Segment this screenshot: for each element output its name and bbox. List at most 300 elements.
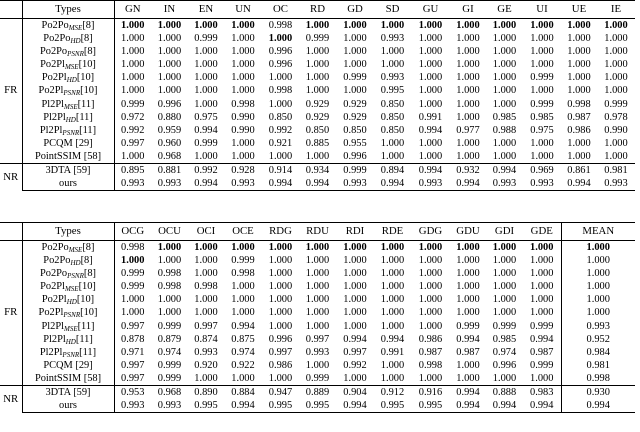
value-cell: 1.000 (492, 20, 517, 31)
method-citation: [10] (78, 281, 96, 293)
method-subscript: HD (66, 298, 77, 307)
value-cell: 1.000 (492, 281, 517, 293)
value-cell: 0.996 (268, 333, 293, 345)
header-gdu: GDU (450, 223, 486, 241)
group-label-fr: FR (0, 19, 22, 164)
value-cell: 0.981 (597, 164, 635, 178)
value-cell: 1.000 (380, 150, 405, 162)
value-cell: 1.000 (157, 85, 182, 97)
value-cell: 0.995 (411, 399, 450, 413)
method-name (22, 124, 114, 137)
method-base-name: Po2Po (39, 268, 68, 280)
value-cell: 1.000 (492, 268, 517, 280)
value-cell: 1.000 (418, 268, 443, 280)
method-citation: [58] (81, 372, 102, 384)
value-cell: 0.996 (268, 46, 293, 58)
method-subscript: MSE (68, 24, 83, 32)
method-base-name: Pl2Pl (41, 320, 64, 332)
value-cell: 0.994 (224, 399, 262, 413)
value-cell: 1.000 (194, 268, 218, 280)
value-cell: 0.999 (343, 72, 367, 84)
value-cell: 1.000 (492, 98, 517, 110)
value-cell: 1.000 (268, 72, 293, 84)
method-subscript: PSNR (67, 272, 84, 281)
method-name (22, 164, 114, 178)
value-cell: 0.992 (114, 124, 151, 137)
method-name (22, 267, 114, 280)
value-cell: 0.889 (299, 386, 336, 400)
value-cell: 1.000 (268, 242, 293, 253)
table-row (0, 45, 635, 58)
method-citation: [8] (80, 255, 93, 267)
value-cell: 0.904 (336, 386, 374, 400)
method-base-name: PCQM (43, 137, 73, 149)
method-subscript: HD (70, 37, 81, 46)
value-cell: 0.947 (262, 386, 299, 400)
value-cell: 0.999 (530, 98, 554, 110)
value-cell: 0.999 (530, 320, 554, 332)
value-cell: 0.997 (343, 346, 367, 358)
value-cell: 0.993 (151, 399, 188, 413)
value-cell: 0.929 (305, 98, 330, 110)
value-cell: 1.000 (343, 33, 367, 45)
method-name (22, 306, 114, 319)
value-cell: 0.994 (380, 333, 405, 345)
value-cell: 0.922 (231, 359, 255, 371)
results-table-1 (0, 0, 635, 191)
value-cell: 1.000 (418, 59, 443, 71)
value-cell: 1.000 (492, 46, 517, 58)
method-name (22, 45, 114, 58)
value-cell: 0.999 (492, 320, 517, 332)
value-cell: 0.888 (486, 386, 523, 400)
value-cell: 0.928 (224, 164, 262, 178)
table-row (0, 293, 635, 306)
value-cell: 1.000 (157, 46, 182, 58)
value-cell: 0.990 (604, 124, 628, 136)
method-base-name: ours (59, 400, 77, 412)
method-base-name: Po2Pl (38, 307, 64, 319)
value-cell: 0.999 (121, 281, 145, 293)
value-cell: 1.000 (456, 255, 480, 267)
method-name (22, 359, 114, 372)
table-row (0, 372, 635, 386)
method-subscript: PSNR (63, 89, 81, 98)
value-cell: 1.000 (418, 281, 443, 293)
method-base-name: Pl2Pl (43, 111, 66, 123)
value-cell: 0.992 (343, 359, 367, 371)
value-cell: 1.000 (530, 307, 554, 319)
table-row (0, 177, 635, 191)
value-cell: 0.994 (530, 333, 554, 345)
value-cell: 0.993 (305, 346, 330, 358)
value-cell: 1.000 (194, 307, 218, 319)
header-blank-cell (0, 223, 22, 241)
method-citation: [8] (83, 268, 96, 280)
method-subscript: HD (65, 115, 76, 124)
value-cell: 0.998 (268, 20, 293, 31)
value-cell: 1.000 (604, 137, 628, 149)
value-cell: 0.972 (114, 111, 151, 124)
table-row (0, 164, 635, 178)
value-cell: 1.000 (530, 268, 554, 280)
value-cell: 0.997 (121, 359, 145, 371)
value-cell: 1.000 (114, 19, 151, 33)
value-cell: 1.000 (114, 84, 151, 97)
method-name (22, 98, 114, 111)
value-cell: 0.998 (157, 281, 182, 293)
value-cell: 1.000 (530, 372, 554, 384)
value-cell: 0.968 (157, 150, 182, 162)
value-cell: 0.932 (450, 164, 486, 178)
method-citation: [59] (70, 387, 91, 399)
value-cell: 0.995 (262, 399, 299, 413)
value-cell: 1.000 (380, 242, 405, 253)
value-cell: 1.000 (456, 150, 480, 162)
value-cell: 1.000 (530, 150, 554, 162)
table-row (0, 19, 635, 33)
value-cell: 0.934 (299, 164, 336, 178)
method-name (22, 84, 114, 97)
value-cell: 0.985 (492, 333, 517, 345)
value-cell: 1.000 (343, 20, 367, 31)
table-row (0, 320, 635, 333)
table-row (0, 254, 635, 267)
method-base-name: 3DTA (45, 165, 71, 177)
value-cell: 0.993 (597, 177, 635, 191)
value-cell: 1.000 (530, 294, 554, 306)
value-cell: 0.997 (114, 137, 151, 150)
value-cell: 0.993 (561, 320, 635, 333)
value-cell: 1.000 (343, 242, 367, 253)
method-subscript: HD (65, 337, 76, 346)
method-subscript: HD (66, 76, 77, 85)
header-gdi: GDI (486, 223, 523, 241)
value-cell: 0.985 (492, 111, 517, 123)
value-cell: 1.000 (492, 150, 517, 162)
value-cell: 0.998 (157, 268, 182, 280)
value-cell: 1.000 (194, 98, 218, 110)
value-cell: 1.000 (268, 268, 293, 280)
value-cell: 1.000 (343, 320, 367, 332)
value-cell: 0.984 (561, 346, 635, 359)
value-cell: 1.000 (305, 268, 330, 280)
value-cell: 1.000 (157, 307, 182, 319)
value-cell: 1.000 (456, 307, 480, 319)
value-cell: 0.975 (194, 111, 218, 123)
value-cell: 0.921 (268, 137, 293, 149)
value-cell: 1.000 (231, 20, 255, 31)
value-cell: 0.994 (418, 124, 443, 136)
value-cell: 0.993 (336, 177, 374, 191)
value-cell: 0.981 (561, 359, 635, 372)
value-cell: 0.996 (268, 59, 293, 71)
method-base-name: 3DTA (45, 387, 71, 399)
value-cell: 0.874 (194, 333, 218, 345)
value-cell: 0.999 (231, 255, 255, 267)
method-base-name: Po2Po (43, 255, 71, 267)
value-cell: 1.000 (157, 72, 182, 84)
value-cell: 1.000 (194, 72, 218, 84)
value-cell: 0.987 (418, 346, 443, 358)
method-subscript: PSNR (63, 311, 81, 320)
table-row (0, 386, 635, 400)
value-cell: 0.986 (268, 359, 293, 371)
value-cell: 1.000 (231, 85, 255, 97)
value-cell: 0.994 (374, 177, 411, 191)
value-cell: 1.000 (343, 372, 367, 384)
header-sd: SD (374, 1, 411, 19)
value-cell: 1.000 (492, 307, 517, 319)
value-cell: 1.000 (231, 33, 255, 45)
group-label-nr: NR (0, 164, 22, 191)
method-name (22, 150, 114, 164)
value-cell: 0.999 (604, 98, 628, 110)
value-cell: 1.000 (231, 59, 255, 71)
value-cell: 1.000 (231, 307, 255, 319)
value-cell: 0.997 (121, 372, 145, 384)
value-cell: 1.000 (114, 58, 151, 71)
header-ue: UE (561, 1, 597, 19)
value-cell: 0.881 (151, 164, 188, 178)
value-cell: 0.993 (523, 177, 561, 191)
value-cell: 0.974 (492, 346, 517, 358)
value-cell: 0.998 (231, 268, 255, 280)
value-cell: 0.992 (268, 124, 293, 136)
value-cell: 1.000 (194, 150, 218, 162)
value-cell: 0.987 (567, 111, 591, 123)
value-cell: 1.000 (268, 98, 293, 110)
value-cell: 1.000 (456, 72, 480, 84)
value-cell: 1.000 (418, 242, 443, 253)
value-cell: 0.890 (188, 386, 224, 400)
value-cell: 1.000 (418, 137, 443, 149)
value-cell: 1.000 (456, 85, 480, 97)
method-base-name: Po2Pl (40, 281, 65, 293)
value-cell: 1.000 (604, 150, 628, 162)
value-cell: 1.000 (418, 46, 443, 58)
value-cell: 0.978 (604, 111, 628, 123)
header-en: EN (188, 1, 224, 19)
value-cell: 1.000 (604, 59, 628, 71)
method-base-name: Po2Po (41, 242, 69, 253)
method-name (22, 254, 114, 267)
value-cell: 1.000 (567, 59, 591, 71)
header-ui: UI (523, 1, 561, 19)
value-cell: 1.000 (305, 46, 330, 58)
value-cell: 0.975 (530, 124, 554, 136)
method-subscript: MSE (63, 324, 78, 333)
value-cell: 0.914 (262, 164, 299, 178)
value-cell: 0.993 (224, 177, 262, 191)
value-cell: 0.993 (114, 399, 151, 413)
header-rdg: RDG (262, 223, 299, 241)
method-subscript: PSNR (62, 350, 80, 359)
value-cell: 1.000 (418, 255, 443, 267)
value-cell: 1.000 (456, 242, 480, 253)
value-cell: 0.999 (305, 372, 330, 384)
value-cell: 0.880 (157, 111, 182, 123)
value-cell: 1.000 (567, 85, 591, 97)
value-cell: 1.000 (567, 46, 591, 58)
header-gn: GN (114, 1, 151, 19)
value-cell: 0.997 (305, 333, 330, 345)
value-cell: 0.993 (114, 177, 151, 191)
value-cell: 0.952 (561, 333, 635, 346)
value-cell: 0.974 (231, 346, 255, 358)
header-gd: GD (336, 1, 374, 19)
method-name (22, 320, 114, 333)
value-cell: 1.000 (567, 33, 591, 45)
value-cell: 0.998 (418, 359, 443, 371)
value-cell: 0.998 (121, 242, 145, 253)
value-cell: 0.971 (121, 346, 145, 358)
value-cell: 1.000 (561, 254, 635, 267)
method-citation: [29] (72, 359, 93, 371)
header-rdu: RDU (299, 223, 336, 241)
value-cell: 0.920 (194, 359, 218, 371)
method-base-name: Pl2Pl (39, 346, 63, 358)
value-cell: 1.000 (380, 268, 405, 280)
results-table-2 (0, 222, 635, 413)
value-cell: 0.995 (299, 399, 336, 413)
value-cell: 1.000 (231, 150, 255, 162)
method-name (22, 280, 114, 293)
header-in: IN (151, 1, 188, 19)
value-cell: 0.953 (114, 386, 151, 400)
value-cell: 0.998 (268, 85, 293, 97)
value-cell: 1.000 (343, 268, 367, 280)
method-name (22, 346, 114, 359)
value-cell: 0.998 (194, 281, 218, 293)
table-row (0, 333, 635, 346)
value-cell: 1.000 (231, 294, 255, 306)
header-ge: GE (486, 1, 523, 19)
value-cell: 1.000 (456, 359, 480, 371)
value-cell: 1.000 (157, 242, 182, 253)
value-cell: 1.000 (456, 20, 480, 31)
value-cell: 0.997 (268, 346, 293, 358)
value-cell: 0.996 (157, 98, 182, 110)
value-cell: 1.000 (492, 137, 517, 149)
method-citation: [29] (72, 137, 93, 149)
value-cell: 1.000 (121, 307, 145, 319)
value-cell: 1.000 (157, 20, 182, 31)
value-cell: 0.884 (224, 386, 262, 400)
value-cell: 0.998 (561, 372, 635, 386)
value-cell: 0.998 (567, 98, 591, 110)
value-cell: 1.000 (305, 150, 330, 162)
value-cell: 1.000 (268, 307, 293, 319)
value-cell: 1.000 (567, 150, 591, 162)
value-cell: 0.993 (411, 177, 450, 191)
value-cell: 1.000 (305, 294, 330, 306)
value-cell: 1.000 (157, 294, 182, 306)
value-cell: 0.999 (194, 33, 218, 45)
method-subscript: MSE (68, 246, 83, 254)
method-citation: [11] (79, 124, 97, 136)
value-cell: 0.999 (456, 320, 480, 332)
method-citation: [11] (75, 333, 93, 345)
table-row (0, 399, 635, 413)
value-cell: 1.000 (157, 59, 182, 71)
value-cell: 0.850 (268, 111, 293, 123)
value-cell: 1.000 (231, 372, 255, 384)
value-cell: 0.994 (194, 124, 218, 136)
value-cell: 1.000 (194, 372, 218, 384)
value-cell: 1.000 (530, 85, 554, 97)
value-cell: 1.000 (121, 294, 145, 306)
value-cell: 1.000 (114, 150, 151, 164)
header-un: UN (224, 1, 262, 19)
header-gi: GI (450, 1, 486, 19)
value-cell: 0.994 (450, 386, 486, 400)
value-cell: 1.000 (418, 72, 443, 84)
value-cell: 0.916 (411, 386, 450, 400)
header-gu: GU (411, 1, 450, 19)
value-cell: 1.000 (343, 255, 367, 267)
method-citation: [8] (80, 33, 93, 45)
value-cell: 1.000 (456, 281, 480, 293)
value-cell: 0.994 (450, 177, 486, 191)
method-citation: [59] (70, 165, 91, 177)
value-cell: 1.000 (231, 242, 255, 253)
method-base-name: PointSSIM (34, 372, 82, 384)
method-citation: [10] (80, 307, 98, 319)
value-cell: 1.000 (231, 72, 255, 84)
value-cell: 0.995 (380, 85, 405, 97)
table-row (0, 359, 635, 372)
value-cell: 0.969 (523, 164, 561, 178)
value-cell: 1.000 (343, 281, 367, 293)
value-cell: 0.993 (486, 177, 523, 191)
value-cell: 1.000 (492, 72, 517, 84)
value-cell: 1.000 (305, 20, 330, 31)
method-base-name: Po2Po (43, 33, 71, 45)
method-subscript: HD (70, 259, 81, 268)
value-cell: 1.000 (268, 320, 293, 332)
value-cell: 0.994 (486, 399, 523, 413)
value-cell: 1.000 (114, 32, 151, 45)
method-citation: [10] (76, 294, 95, 306)
value-cell: 1.000 (492, 59, 517, 71)
method-subscript: MSE (63, 102, 78, 111)
value-cell: 1.000 (380, 46, 405, 58)
value-cell: 1.000 (456, 59, 480, 71)
value-cell: 0.994 (231, 320, 255, 332)
value-cell: 1.000 (418, 98, 443, 110)
value-cell: 1.000 (231, 137, 255, 149)
value-cell: 1.000 (380, 359, 405, 371)
value-cell: 1.000 (456, 111, 480, 123)
value-cell: 1.000 (268, 372, 293, 384)
value-cell: 1.000 (530, 137, 554, 149)
value-cell: 0.995 (188, 399, 224, 413)
method-subscript: PSNR (62, 128, 80, 137)
method-name (22, 399, 114, 413)
table-row (0, 346, 635, 359)
table-row (0, 280, 635, 293)
value-cell: 1.000 (305, 320, 330, 332)
group-label-nr: NR (0, 386, 22, 413)
value-cell: 1.000 (561, 241, 635, 255)
value-cell: 0.894 (374, 164, 411, 178)
value-cell: 0.994 (336, 399, 374, 413)
value-cell: 1.000 (194, 294, 218, 306)
value-cell: 0.995 (374, 399, 411, 413)
header-gde: GDE (523, 223, 561, 241)
value-cell: 1.000 (305, 72, 330, 84)
